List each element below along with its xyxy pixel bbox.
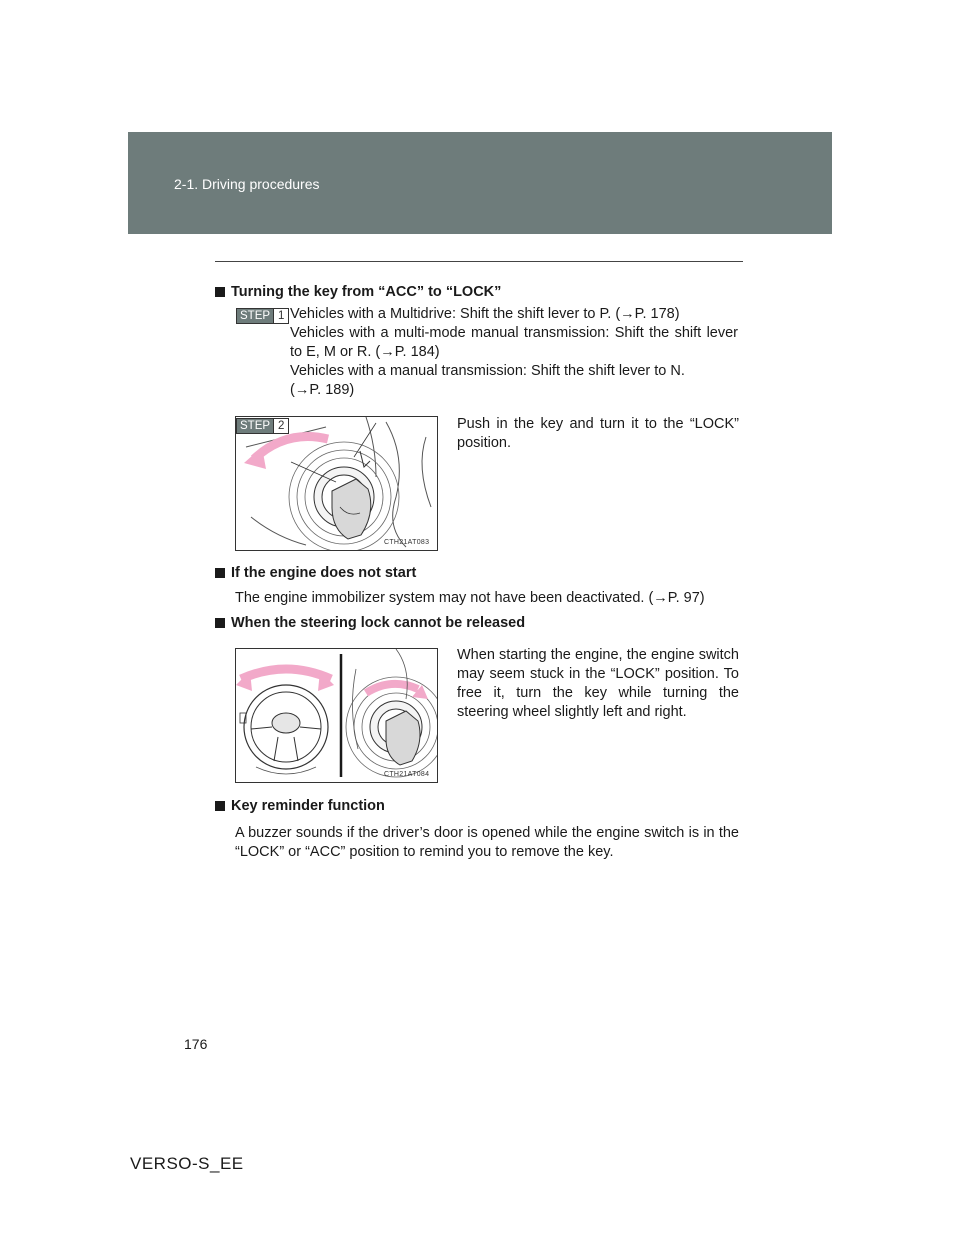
figure-code: CTH21AT083 [384, 539, 430, 546]
step-1-line: Vehicles with a multi-mode manual transmission: Shift the shift lever to E, M or R. (→P. 184) [290, 325, 738, 360]
step-number: 2 [273, 419, 288, 433]
page-header [128, 132, 832, 234]
figure-code: CTH21AT084 [384, 771, 430, 778]
page-number: 176 [184, 1036, 208, 1052]
ignition-key-illustration [236, 417, 437, 550]
figure-key-lock [235, 416, 438, 551]
steering-wheel-illustration [236, 649, 437, 782]
step-1-text [290, 305, 738, 400]
heading-key-reminder [215, 798, 385, 814]
heading-text: If the engine does not start [231, 565, 417, 581]
step-1-line: Vehicles with a Multidrive: Shift the shift lever to P. (→P. 178) [290, 306, 680, 322]
step-1-line: (→P. 189) [290, 382, 355, 398]
heading-steering-lock [215, 615, 525, 631]
step-2-badge [236, 418, 289, 434]
bullet-square-icon [215, 801, 225, 811]
heading-text: When the steering lock cannot be released [231, 615, 526, 631]
bullet-square-icon [215, 618, 225, 628]
step-label: STEP [237, 419, 273, 433]
engine-not-start-text: The engine immobilizer system may not have been deactivated. (→P. 97) [235, 590, 705, 606]
heading-engine-not-start [215, 565, 416, 581]
section-title: 2-1. Driving procedures [174, 176, 320, 192]
top-divider [215, 261, 743, 262]
bullet-square-icon [215, 287, 225, 297]
model-code: VERSO-S_EE [130, 1154, 244, 1173]
heading-text: Key reminder function [231, 798, 385, 814]
heading-turning-key [215, 284, 501, 300]
step-number: 1 [273, 309, 288, 323]
figure-steering-lock [235, 648, 438, 783]
bullet-square-icon [215, 568, 225, 578]
key-reminder-text: A buzzer sounds if the driver’s door is opened while the engine switch is in the “LOCK” or “ACC” position to remind you to remove the key. [235, 825, 739, 860]
step-1-badge [236, 308, 289, 324]
heading-text: Turning the key from “ACC” to “LOCK” [231, 284, 502, 300]
step-2-text: Push in the key and turn it to the “LOCK” position. [457, 416, 739, 451]
steering-lock-text: When starting the engine, the engine switch may seem stuck in the “LOCK” position. To free it, turn the key while turning the steering wheel slightly left and right. [457, 647, 739, 720]
step-label: STEP [237, 309, 273, 323]
step-1-line: Vehicles with a manual transmission: Shift the shift lever to N. [290, 363, 685, 379]
